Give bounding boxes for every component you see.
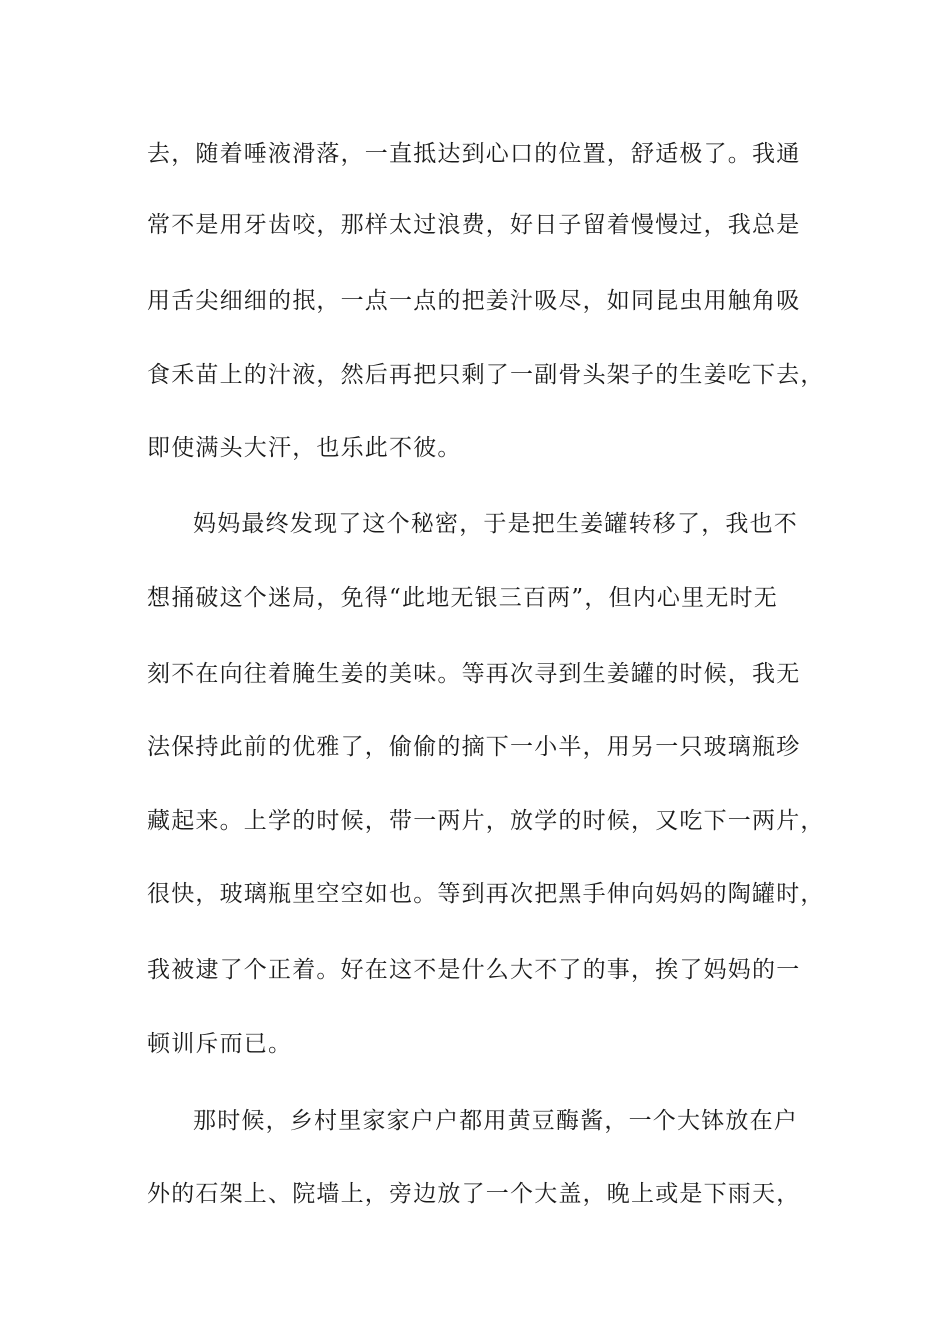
text-line: 常不是用牙齿咬，那样太过浪费，好日子留着慢慢过，我总是	[147, 212, 801, 238]
text-line: 去，随着唾液滑落，一直抵达到心口的位置，舒适极了。我通	[147, 141, 801, 167]
text-line: 食禾苗上的汁液，然后再把只剩了一副骨头架子的生姜吃下去，	[147, 362, 825, 388]
paragraph-first-line: 那时候，乡村里家家户户都用黄豆酶酱，一个大钵放在户	[193, 1108, 798, 1134]
text-line: 顿训斥而已。	[147, 1031, 293, 1057]
text-line: 用舌尖细细的抿，一点一点的把姜汁吸尽，如同昆虫用触角吸	[147, 288, 801, 314]
text-line: 外的石架上、院墙上，旁边放了一个大盖，晚上或是下雨天，	[147, 1181, 801, 1207]
text-line: 想捅破这个迷局，免得“此地无银三百两”，但内心里无时无	[147, 585, 778, 611]
text-line: 很快，玻璃瓶里空空如也。等到再次把黑手伸向妈妈的陶罐时，	[147, 881, 825, 907]
text-line: 我被逮了个正着。好在这不是什么大不了的事，挨了妈妈的一	[147, 957, 801, 983]
text-line: 即使满头大汗，也乐此不彼。	[147, 435, 462, 461]
text-line: 法保持此前的优雅了，偷偷的摘下一小半，用另一只玻璃瓶珍	[147, 734, 801, 760]
text-line: 藏起来。上学的时候，带一两片，放学的时候，又吃下一两片，	[147, 808, 825, 834]
text-line: 刻不在向往着腌生姜的美味。等再次寻到生姜罐的时候，我无	[147, 661, 801, 687]
paragraph-first-line: 妈妈最终发现了这个秘密，于是把生姜罐转移了，我也不	[193, 511, 798, 537]
